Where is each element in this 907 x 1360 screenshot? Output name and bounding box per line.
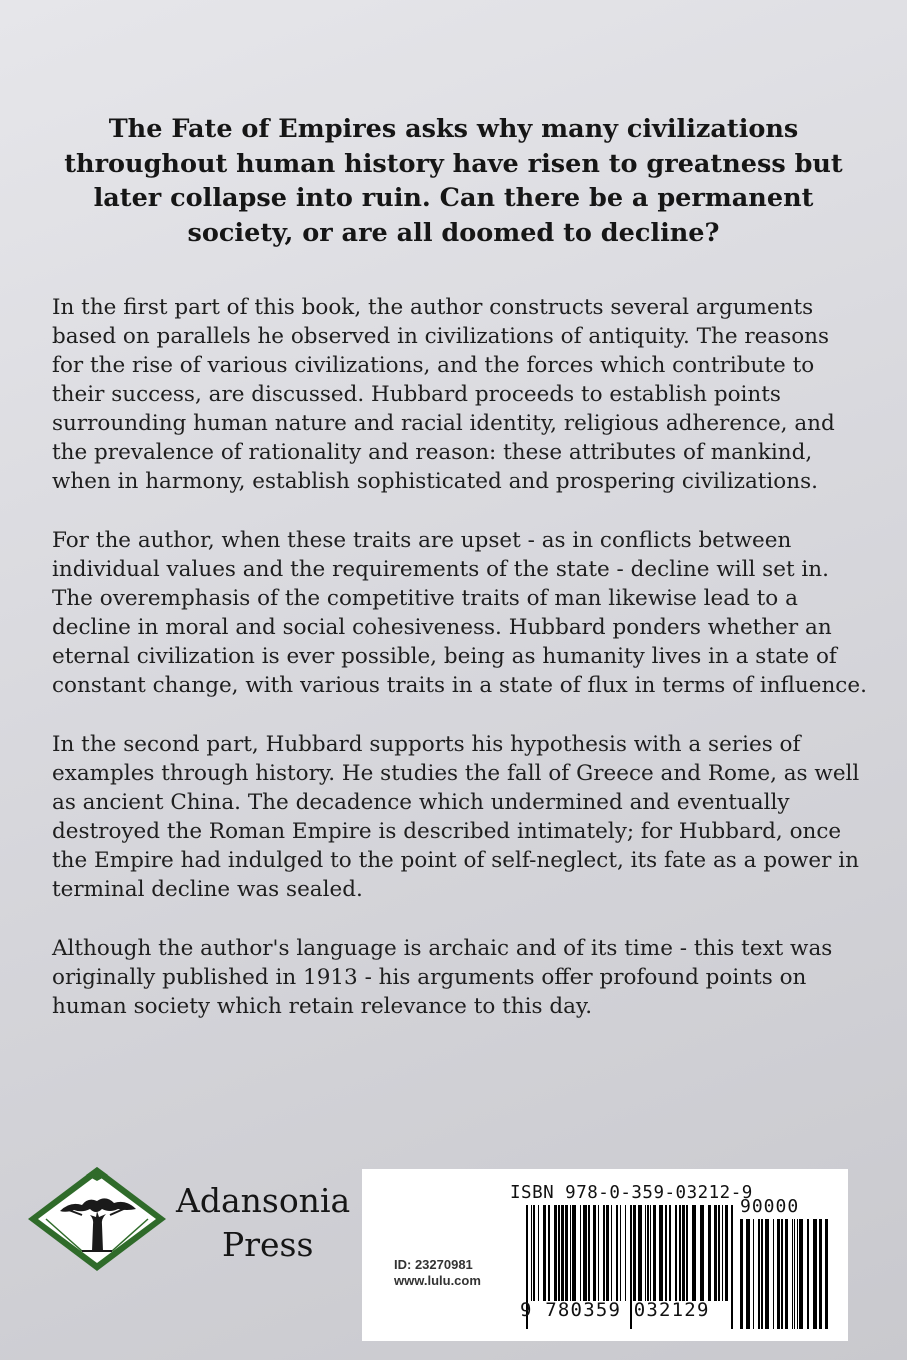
- price-code: 90000: [740, 1196, 800, 1217]
- lulu-id: [394, 1257, 481, 1289]
- blurb: [52, 293, 867, 1051]
- cover-headline: The Fate of Empires asks why many civilizations throughout human history have risen to greatness but later collapse into ruin. Can there be a permanent society, or are all doomed to decline?: [64, 114, 843, 248]
- isbn-barcode: [362, 1169, 848, 1341]
- publisher-logo: [26, 1165, 366, 1275]
- blurb-paragraph-1: In the first part of this book, the author constructs several arguments based on parallels he observed in civilizations of antiquity. The reasons for the rise of various civilizations, and the forces which contribute to their success, are discussed. Hubbard proceeds to establish points surrounding human nature and racial identity, religious adherence, and the prevalence of rationality and reason: these attributes of mankind, when in harmony, establish sophisticated and prospering civilizations.: [52, 295, 835, 494]
- isbn-number: ISBN 978-0-359-03212-9: [510, 1183, 753, 1203]
- barcode-digits: 9 780359 032129: [520, 1299, 710, 1321]
- publisher-name-line2: Press: [222, 1225, 314, 1264]
- blurb-paragraph-2: For the author, when these traits are upset - as in conflicts between individual values and the requirements of the state - decline will set in. The overemphasis of the competitive traits of man likewise lead to a decline in moral and social cohesiveness. Hubbard ponders whether an eternal civilization is ever possible, being as humanity lives in a state of constant change, with various traits in a state of flux in terms of influence.: [52, 528, 867, 698]
- lulu-id-number: ID: 23270981: [394, 1257, 473, 1272]
- publisher-name: [176, 1179, 350, 1267]
- blurb-paragraph-3: In the second part, Hubbard supports his hypothesis with a series of examples through history. He studies the fall of Greece and Rome, as well as ancient China. The decadence which undermined and eventually destroyed the Roman Empire is described intimately; for Hubbard, once the Empire had indulged to the point of self-neglect, its fate as a power in terminal decline was sealed.: [52, 732, 860, 902]
- addon-barcode-bars: [740, 1219, 830, 1329]
- baobab-tree-diamond-icon: [26, 1165, 168, 1273]
- blurb-paragraph-4: Although the author's language is archaic and of its time - this text was originally published in 1913 - his arguments offer profound points on human society which retain relevance to this day.: [52, 936, 833, 1019]
- lulu-url: www.lulu.com: [394, 1273, 481, 1288]
- publisher-name-line1: Adansonia: [176, 1181, 351, 1220]
